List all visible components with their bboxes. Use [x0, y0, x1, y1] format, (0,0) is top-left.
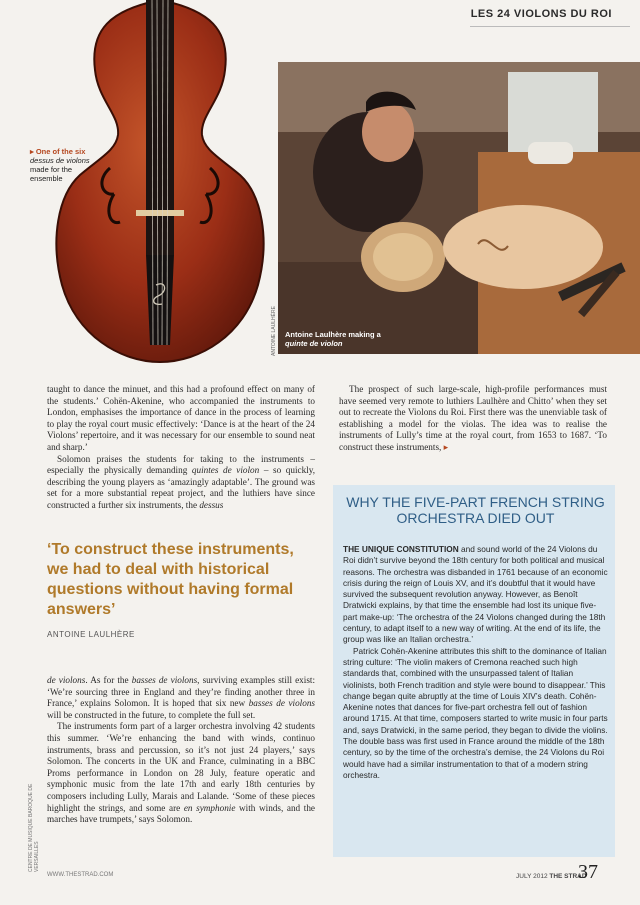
- paragraph: [47, 675, 315, 721]
- violin-illustration: [40, 0, 280, 370]
- section-header: LES 24 VIOLONS DU ROI: [470, 8, 612, 20]
- workshop-caption-main: Antoine Laulhère making a: [285, 330, 381, 339]
- side-photo-credit: CENTRE DE MUSIQUE BAROQUE DE VERSAILLES: [28, 783, 40, 872]
- lead-in: THE UNIQUE CONSTITUTION: [343, 544, 459, 554]
- pull-quote: ‘To construct these instruments, we had to deal with historical questions without having formal answers’: [47, 541, 294, 618]
- caption-suffix: made for the ensemble: [30, 165, 73, 183]
- workshop-photo: [278, 62, 640, 354]
- footer-url: WWW.THESTRAD.COM: [47, 872, 114, 878]
- column-1-top: [47, 384, 315, 512]
- text-run: and sound world of the 24 Violons du Roi didn’t survive beyond the 18th century for both political and musical reasons. The orchestra was disbanded in 1761 because of an economic crisis during the reign of Louis XV, and it’s doubtful that it would have survived the subsequent revolution anyway. However, as Benoît Dratwicki explains, by that time the ensemble had lost its unique five-part make-up: ‘The orchestra of the 24 Violons changed during the 18th century, to adapt itself to a new way of writing. At the end of its life, the group was like an Italian orchestra.’: [343, 544, 608, 645]
- page-number: 37: [578, 861, 598, 883]
- text-run: – so quickly, describing the young players as ‘amazingly adaptable’. The ground was set for a more substantial repeat project, and the luthiers have since constructed a further six instruments, the: [47, 465, 316, 510]
- violin-caption: [30, 147, 102, 183]
- text-run: The instruments form part of a larger orchestra involving 42 students this summer. ‘We’re enhancing the band with winds, continuo instruments, brass and percussion, so it’s not just 24 players,’ says Solomon. The concerts in the UK and France, culminating in a BBC Proms performance in London on 28 July, feature operatic and symphonic music from the late 17th and early 18th centuries by composers including Lully, Marais and Lalande. ‘Some of these pieces highlight the strings, and some are: [47, 721, 315, 813]
- text-run: will be constructed in the future, to complete the full set.: [47, 709, 256, 720]
- workshop-caption-italic: quinte de violon: [285, 339, 343, 348]
- italic-term: de violons: [47, 675, 86, 685]
- column-1-bottom: [47, 675, 315, 826]
- text-run: , surviving examples still exist: ‘We’re sourcing three in England and they’re finding another three in France,’ explains Solomon. It is hoped that six new: [47, 675, 316, 709]
- sidebar-title: WHY THE FIVE-PART FRENCH STRING ORCHESTRA DIED OUT: [346, 494, 605, 526]
- italic-term: quintes de violon: [191, 465, 260, 476]
- italic-term: en symphonie: [183, 802, 236, 813]
- pull-quote-attribution: ANTOINE LAULHÈRE: [47, 630, 135, 639]
- workshop-illustration: [278, 62, 640, 354]
- photo-credit: ANTOINE LAULHÈRE: [271, 306, 277, 356]
- italic-term: dessus: [199, 499, 224, 510]
- column-2-top: [339, 384, 607, 454]
- paragraph: [343, 544, 609, 646]
- paragraph: Patrick Cohën-Akenine attributes this shift to the dominance of Italian string culture: ‘The violin makers of Cremona reached such high standards that, combined with the unsurpassed talent of Italian violinists, both French tradition and style were bound to disappear.’ This change began quite abruptly at the time of Louis XIV’s death. Cohën-Akenine notes that dances for five-part orchestra fell out of fashion around 1715. At that time, composers started to write music in four parts and, says Dratwicki, in the same period, they began to divide the violins. The double bass was first used in France around the middle of the 18th century, so by the time of the orchestra’s demise, the 24 Violons du Roi would have had a similar instrumentation to that of a modern string orchestra.: [343, 645, 608, 780]
- paragraph: [339, 384, 607, 454]
- footer-date: [516, 873, 587, 880]
- text-run: . As for the: [85, 675, 129, 685]
- paragraph: [47, 454, 315, 512]
- text-run: Solomon praises the students for taking to the instruments – especially the physically demanding: [47, 453, 315, 476]
- paragraph: [47, 721, 315, 825]
- workshop-caption: [285, 330, 395, 348]
- caption-italic: dessus de violons: [30, 156, 90, 165]
- text-run: with winds, and the marches have trumpets,’ says Solomon.: [47, 802, 315, 825]
- caption-arrow: ▸ One of the six: [30, 147, 86, 156]
- sidebar-body: [343, 544, 609, 781]
- violin-photo: [40, 0, 280, 370]
- issue-date: JULY 2012: [516, 873, 548, 880]
- text-run: The prospect of such large-scale, high-profile performances must have seemed very remote to luthiers Laulhère and Chitto’ when they set out to recreate the Violons du Roi. First there was the unenviable task of establishing a model for the violas. The idea was to realise the instruments of Lully’s time at the royal court, from 1653 to 1687. ‘To construct these instruments,: [339, 384, 607, 452]
- magazine-name: THE STRAD: [549, 873, 587, 880]
- continue-arrow-icon: ▸: [443, 441, 449, 452]
- italic-term: basses de violons: [131, 675, 198, 685]
- paragraph: taught to dance the minuet, and this had a profound effect on many of the students.’ Cohën-Akenine, who accompanied the instruments to London, emphasises the importance of dance in the process of learning to play the royal court music effectively: ‘Dance is at the heart of the 24 Violons’ repertoire, and it was necessary for our ensemble to sound neat and sharp.’: [47, 384, 315, 452]
- header-rule: [470, 26, 630, 27]
- italic-term: basses de violons: [248, 698, 315, 709]
